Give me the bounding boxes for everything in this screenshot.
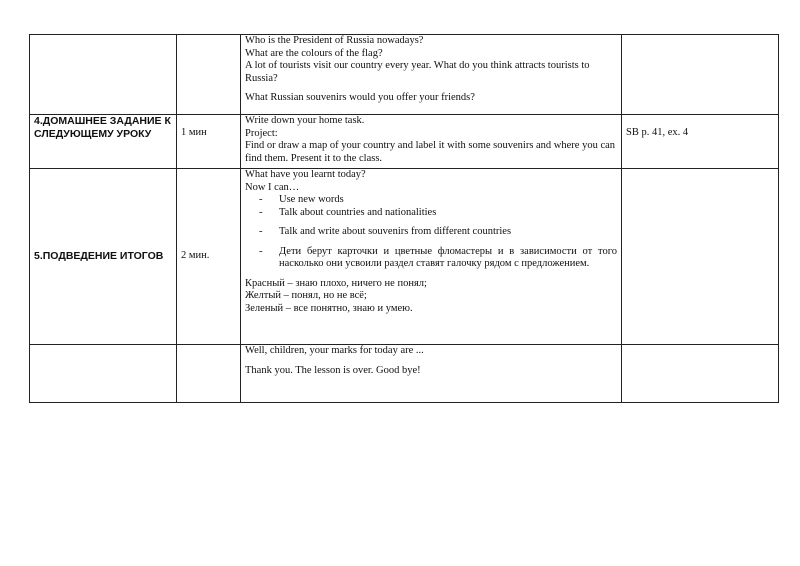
- resource-cell: [622, 115, 779, 169]
- activity-cell: [241, 35, 622, 115]
- dash-marker: -: [259, 194, 263, 205]
- question-souvenirs: What Russian souvenirs would you offer your friends?: [245, 92, 475, 103]
- time-cell: [177, 35, 241, 115]
- table-row: [30, 115, 779, 169]
- time-value: 1 мин: [181, 127, 207, 138]
- stage-cell: 5.ПОДВЕДЕНИЕ ИТОГОВ: [30, 169, 177, 345]
- stage-cell: [30, 35, 177, 115]
- resource-cell: [622, 169, 779, 345]
- list-item: - Talk about countries and nationalities: [259, 206, 437, 218]
- dash-marker: -: [259, 226, 263, 237]
- color-green: Зеленый – все понятно, знаю и умею.: [245, 302, 413, 314]
- resource-value: SB p. 41, ex. 4: [626, 127, 689, 138]
- project-description: Find or draw a map of your country and label it with some souvenirs and where you can find them. Present it to the class.: [245, 140, 616, 164]
- resource-cell: [622, 345, 779, 403]
- stage-cell: 4.ДОМАШНЕЕ ЗАДАНИЕ К СЛЕДУЮЩЕМУ УРОКУ: [30, 115, 177, 169]
- project-label: Project:: [245, 127, 278, 139]
- table-row: [30, 35, 779, 115]
- marks-line: Well, children, your marks for today are ...: [245, 345, 424, 356]
- table-row: [30, 169, 779, 345]
- question-flag: What are the colours of the flag?: [245, 47, 383, 59]
- dash-marker: -: [259, 245, 263, 257]
- goodbye-line: Thank you. The lesson is over. Good bye!: [245, 364, 421, 376]
- reflection-question: What have you learnt today?: [245, 169, 366, 180]
- color-yellow: Желтый – понял, но не всё;: [245, 290, 367, 301]
- activity-cell: [241, 169, 622, 345]
- homework-line: Write down your home task.: [245, 115, 365, 126]
- activity-cell: [241, 115, 622, 169]
- question-president: Who is the President of Russia nowadays?: [245, 35, 424, 46]
- list-item: - Use new words: [259, 194, 344, 205]
- table-row: [30, 345, 779, 403]
- time-cell: [177, 115, 241, 169]
- stage-cell: [30, 345, 177, 403]
- question-tourists: A lot of tourists visit our country every year. What do you think attracts tourists to Russia?: [245, 60, 590, 84]
- dash-marker: -: [259, 206, 263, 218]
- resource-cell: [622, 35, 779, 115]
- list-item: - Talk and write about souvenirs from different countries: [259, 226, 512, 237]
- list-item: - Дети берут карточки и цветные фломастеры и в зависимости от того насколько они усвоили раздел ставят галочку рядом с предложением.: [259, 245, 617, 269]
- color-red: Красный – знаю плохо, ничего не понял;: [245, 277, 427, 289]
- time-cell: [177, 169, 241, 345]
- lesson-plan-table: [29, 34, 779, 403]
- can-do-intro: Now I can…: [245, 181, 300, 193]
- activity-cell: [241, 345, 622, 403]
- time-cell: [177, 345, 241, 403]
- time-value: 2 мин.: [181, 250, 210, 262]
